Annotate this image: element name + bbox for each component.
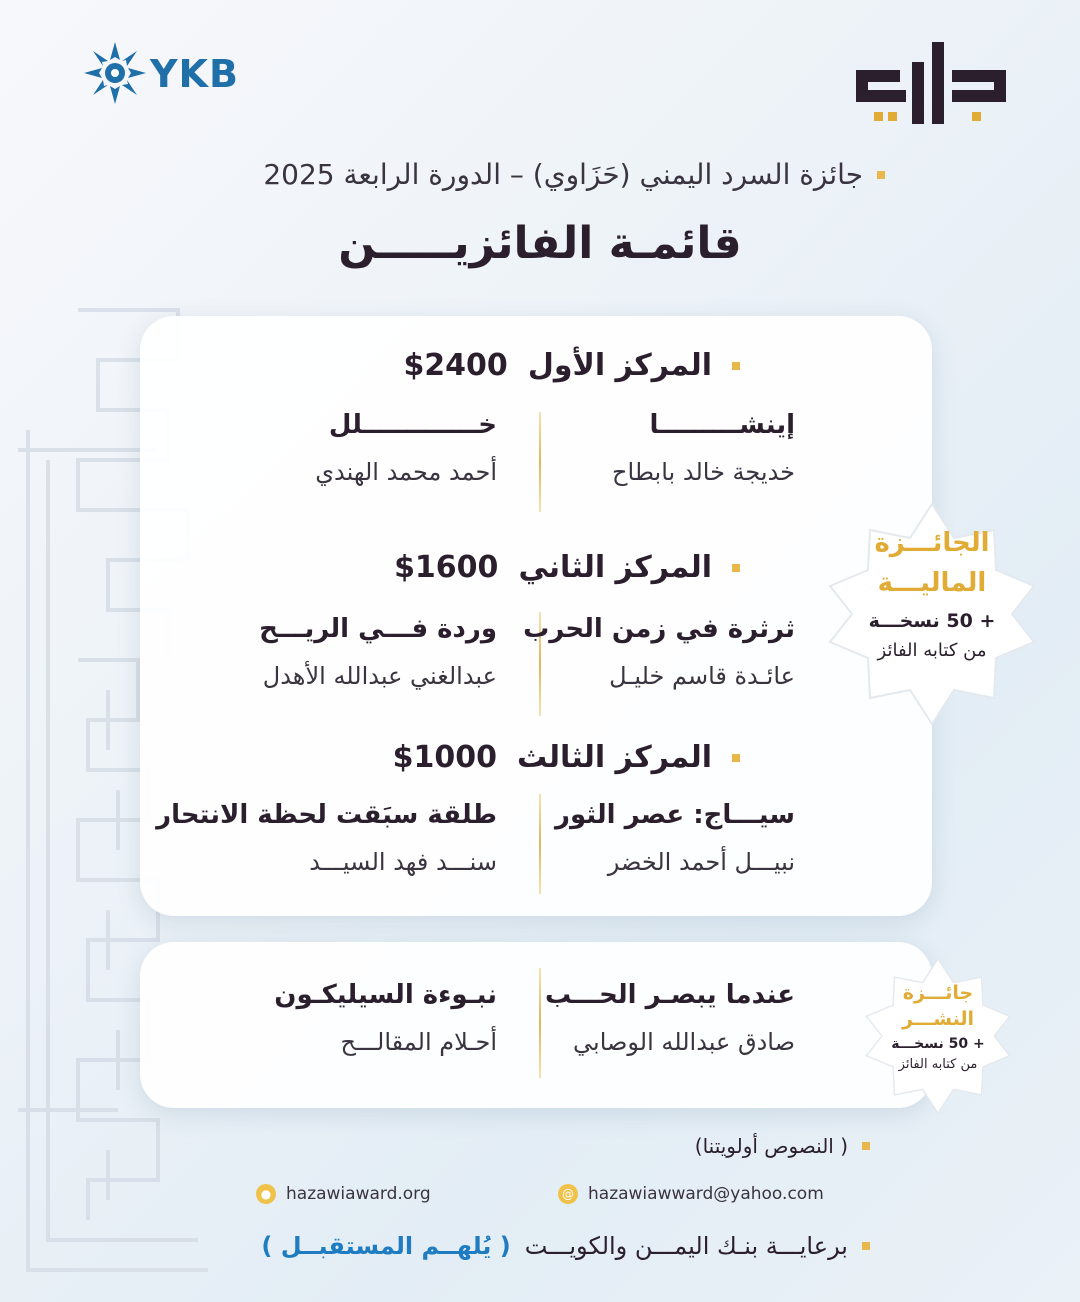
sponsor-text: برعايـــة بنـك اليمـــن والكويـــت bbox=[524, 1232, 848, 1260]
badge-line: + 50 نسخـــة bbox=[868, 610, 996, 632]
bullet-icon bbox=[862, 1142, 870, 1150]
work-title: ثرثرة في زمن الحرب bbox=[523, 614, 795, 644]
work-author: خديجة خالد بابطاح bbox=[612, 458, 795, 486]
work-author: عائـدة قاسم خليـل bbox=[609, 662, 795, 690]
work-title: سيـــاج: عصر الثور bbox=[555, 800, 795, 830]
place-name: المركز الثاني bbox=[518, 550, 712, 585]
winner-entry bbox=[535, 410, 795, 486]
work-author: عبدالغني عبدالله الأهدل bbox=[262, 662, 497, 690]
sponsor-row bbox=[261, 1232, 870, 1260]
website-contact[interactable] bbox=[256, 1184, 431, 1204]
winner-entry bbox=[535, 980, 795, 1056]
cash-prize-badge bbox=[818, 500, 1046, 728]
place-heading-second bbox=[394, 550, 740, 585]
place-amount: $1000 bbox=[392, 740, 498, 775]
bullet-icon bbox=[877, 171, 885, 179]
website-link[interactable]: hazawiaward.org bbox=[286, 1184, 431, 1204]
work-author: أحـلام المقالـــح bbox=[340, 1028, 497, 1056]
work-title: نبـوءة السيليكـون bbox=[274, 980, 497, 1010]
winner-entry bbox=[197, 410, 497, 486]
work-author: أحمد محمد الهندي bbox=[315, 458, 497, 486]
ykb-logo bbox=[82, 38, 272, 110]
sponsor-tagline: ( يُلهــم المستقبــل ) bbox=[261, 1232, 511, 1260]
subtitle-row bbox=[263, 158, 885, 191]
award-subtitle: جائزة السرد اليمني (حَزَاوي) – الدورة الرابعة 2025 bbox=[263, 158, 863, 191]
work-title: خـــــــــــــلل bbox=[328, 410, 497, 440]
publication-prize-badge bbox=[858, 956, 1018, 1116]
priority-note-row bbox=[695, 1134, 870, 1158]
globe-icon: ● bbox=[256, 1184, 276, 1204]
bullet-icon bbox=[732, 362, 740, 370]
winner-entry bbox=[197, 614, 497, 690]
work-title: طلقة سبَقت لحظة الانتحار bbox=[156, 800, 497, 830]
place-heading-first bbox=[403, 348, 740, 383]
ykb-star-icon bbox=[82, 40, 148, 106]
winner-entry bbox=[523, 614, 795, 690]
place-heading-third bbox=[393, 740, 740, 775]
place-name: المركز الثالث bbox=[517, 740, 712, 775]
badge-line: من كتابه الفائز bbox=[898, 1057, 978, 1072]
bullet-icon bbox=[732, 564, 740, 572]
badge-line: جائـــزة bbox=[902, 982, 974, 1004]
place-name: المركز الأول bbox=[527, 348, 712, 383]
work-author: صادق عبدالله الوصابي bbox=[573, 1028, 795, 1056]
badge-line: + 50 نسخـــة bbox=[891, 1036, 985, 1052]
page-title: قائمـة الفائزيـــــن bbox=[338, 218, 742, 269]
at-sign-icon: @ bbox=[558, 1184, 578, 1204]
bullet-icon bbox=[862, 1242, 870, 1250]
place-amount: $2400 bbox=[403, 348, 508, 383]
badge-line: من كتابه الفائز bbox=[877, 640, 987, 661]
work-title: وردة فـــي الريـــح bbox=[259, 614, 497, 644]
ykb-logo-text: YKB bbox=[150, 52, 239, 96]
email-link[interactable]: hazawiawward@yahoo.com bbox=[588, 1184, 824, 1204]
email-contact[interactable] bbox=[558, 1184, 824, 1204]
hazawi-logo bbox=[852, 40, 1012, 130]
place-amount: $1600 bbox=[394, 550, 499, 585]
work-author: سنـــد فهد السيـــد bbox=[309, 848, 497, 876]
bullet-icon bbox=[732, 754, 740, 762]
work-title: عندما يبصـر الحـــب bbox=[544, 980, 795, 1010]
winner-entry bbox=[197, 980, 497, 1056]
work-author: نبيـــل أحمد الخضر bbox=[607, 848, 795, 876]
winner-entry bbox=[535, 800, 795, 876]
work-title: إينشـــــــــا bbox=[649, 410, 795, 440]
badge-line: الجائـــزة bbox=[874, 528, 990, 558]
winner-entry bbox=[156, 800, 497, 876]
badge-line: الماليـــة bbox=[877, 568, 987, 598]
priority-note: ( النصوص أولويتنا) bbox=[694, 1134, 848, 1158]
badge-line: النشـــر bbox=[901, 1008, 975, 1030]
